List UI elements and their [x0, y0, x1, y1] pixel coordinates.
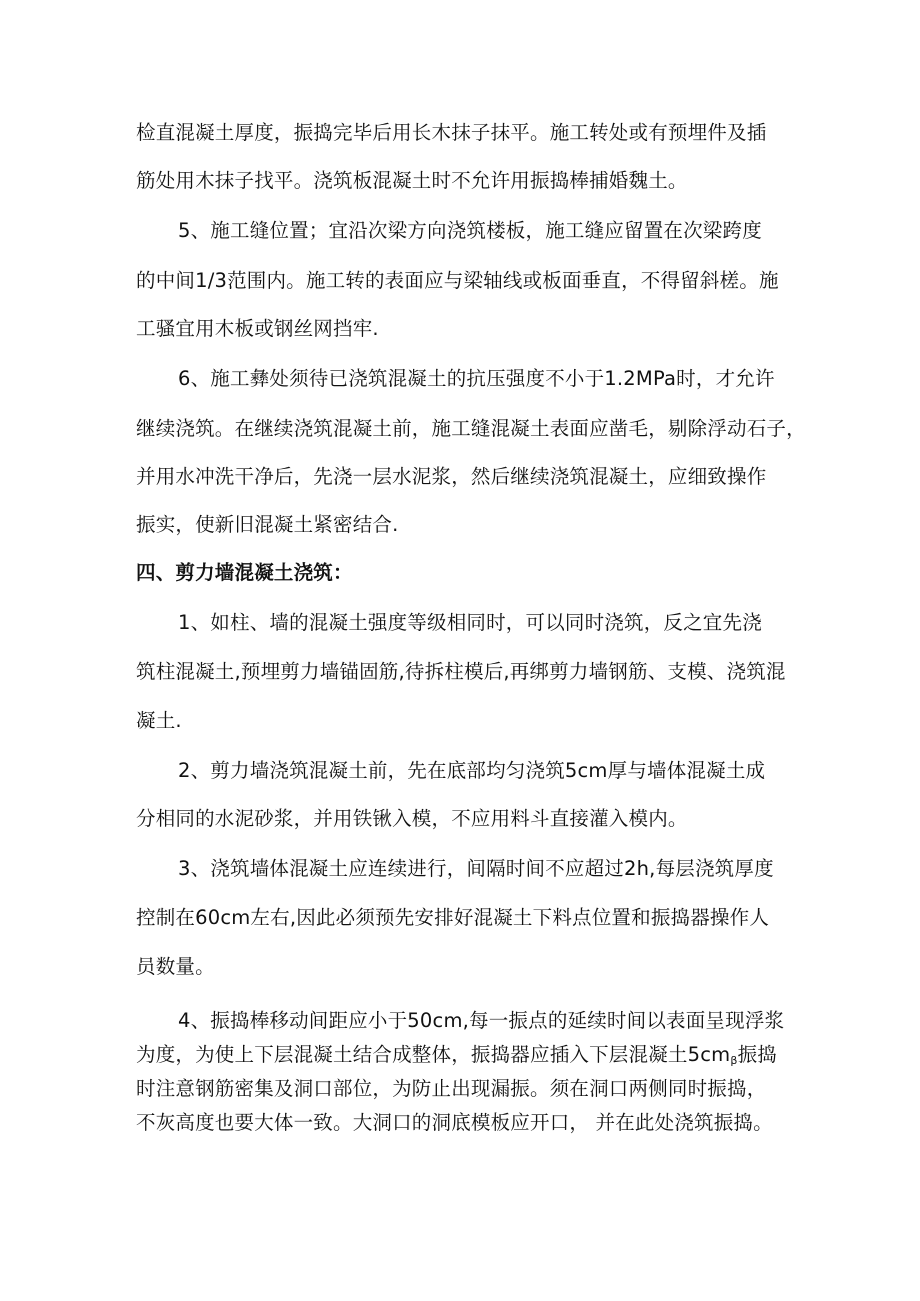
text-fragment: 为度，为使上下层混凝土结合成整体，振捣器应插入下层混凝土5cm	[136, 1043, 731, 1066]
text-line: 不灰高度也要大体一致。大洞口的洞底模板应开口， 并在此处浇筑振捣。	[136, 1111, 773, 1134]
text-line	[136, 1042, 777, 1074]
text-line: 工骚宜用木板或钢丝网挡牢.	[136, 317, 379, 340]
text-line: 检直混凝土厚度，振捣完毕后用长木抹子抹平。施工转处或有预埋件及插	[136, 121, 767, 144]
section-heading: 四、剪力墙混凝土浇筑：	[136, 561, 353, 584]
text-fragment: 振捣	[737, 1043, 777, 1066]
text-line: 3、浇筑墙体混凝土应连续进行，间隔时间不应超过2h,每层浇筑厚度	[178, 857, 774, 880]
text-line: 控制在60cm左右,因此必须预先安排好混凝土下料点位置和振捣器操作人	[136, 906, 770, 929]
text-line: 并用水冲洗干净后，先浇一层水泥浆，然后继续浇筑混凝土，应细致操作	[136, 465, 767, 488]
text-line: 筑柱混凝土,预埋剪力墙锚固筋,待拆柱模后,再绑剪力墙钢筋、支模、浇筑混	[136, 660, 786, 683]
subscript-glyph: β	[730, 1054, 738, 1067]
text-line: 振实，使新旧混凝土紧密结合.	[136, 513, 399, 536]
text-line: 继续浇筑。在继续浇筑混凝土前，施工缝混凝土表面应凿毛，剔除浮动石子，	[136, 417, 806, 440]
text-line: 6、施工彝处须待已浇筑混凝土的抗压强度不小于1.2MPa时，才允许	[178, 367, 775, 390]
text-line: 5、施工缝位置；宜沿次梁方向浇筑楼板，施工缝应留置在次梁跨度	[178, 219, 762, 242]
text-line: 凝土.	[136, 709, 182, 732]
text-line: 4、振捣棒移动间距应小于50cm,每一振点的延续时间以表面呈现浮浆	[178, 1009, 785, 1032]
text-line: 时注意钢筋密集及洞口部位，为防止出现漏振。须在洞口两侧同时振捣，	[136, 1077, 767, 1100]
text-line: 员数量。	[136, 955, 215, 978]
text-line: 分相同的水泥砂浆，并用铁锹入模，不应用料斗直接灌入模内。	[136, 807, 688, 830]
text-line: 2、剪力墙浇筑混凝土前，先在底部均匀浇筑5cm厚与墙体混凝土成	[178, 759, 766, 782]
text-line: 筋处用木抹子找平。浇筑板混凝土时不允许用振捣棒捕婚魏土。	[136, 169, 688, 192]
text-line: 的中间1/3范围内。施工转的表面应与梁轴线或板面垂直，不得留斜槎。施	[136, 269, 779, 292]
text-line: 1、如柱、墙的混凝土强度等级相同时，可以同时浇筑，反之宜先浇	[178, 611, 762, 634]
